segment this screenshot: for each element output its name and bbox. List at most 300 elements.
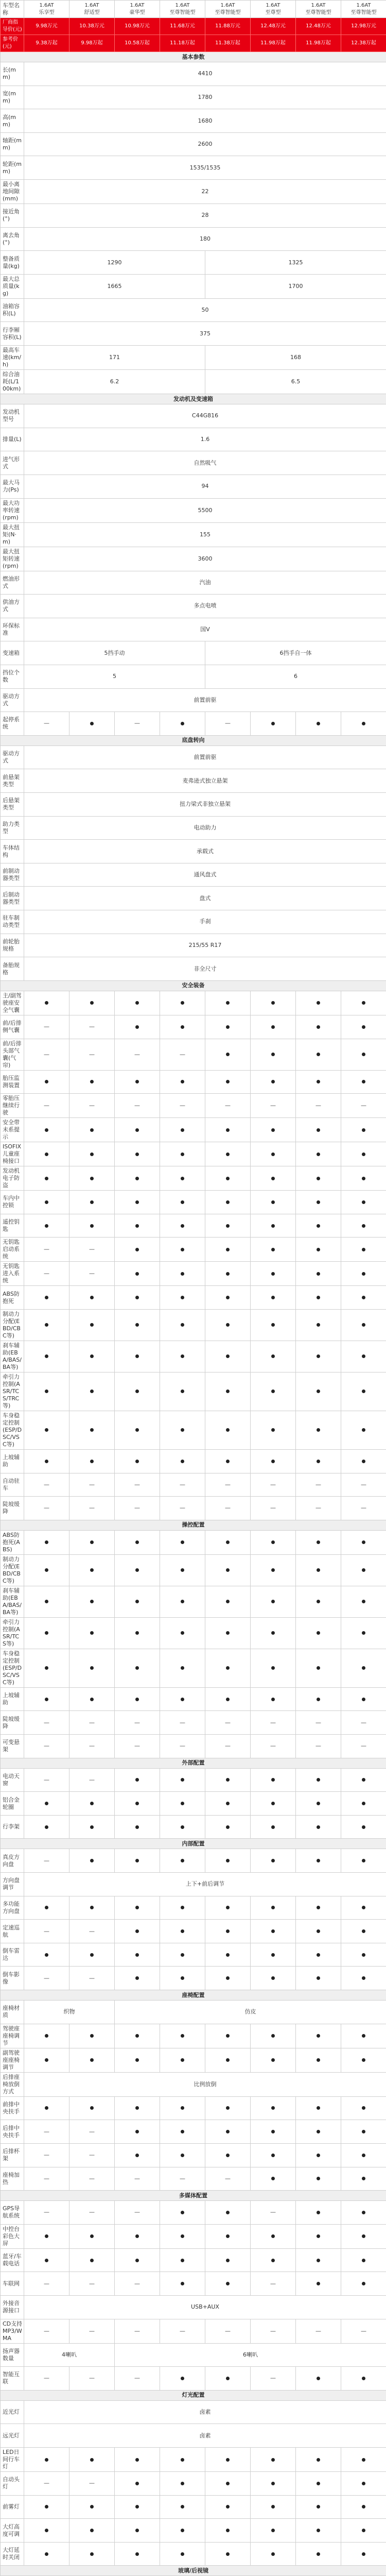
standard-dot-icon bbox=[135, 1666, 139, 1670]
spec-value bbox=[69, 1687, 115, 1711]
spec-value bbox=[341, 2542, 386, 2566]
spec-label: 最小离地间隙(mm) bbox=[1, 180, 24, 204]
standard-dot-icon bbox=[362, 2234, 365, 2238]
spec-row bbox=[1, 2001, 386, 2024]
not-available-value: — bbox=[205, 1094, 251, 1118]
standard-dot-icon bbox=[181, 2211, 184, 2214]
spec-label: 陡坡缓降 bbox=[1, 1497, 24, 1520]
spec-value: 1325 bbox=[205, 251, 386, 275]
standard-dot-icon bbox=[317, 1389, 320, 1393]
not-available-value: — bbox=[69, 1920, 115, 1943]
spec-value bbox=[251, 1687, 296, 1711]
standard-dot-icon bbox=[181, 2482, 184, 2485]
standard-dot-icon bbox=[45, 1698, 48, 1701]
not-available-value: — bbox=[251, 2201, 296, 2225]
standard-dot-icon bbox=[317, 2482, 320, 2485]
not-available-value: — bbox=[341, 1734, 386, 1758]
standard-dot-icon bbox=[45, 1200, 48, 1204]
spec-row bbox=[1, 957, 386, 981]
not-available-value: — bbox=[160, 1039, 205, 1070]
standard-dot-icon bbox=[226, 2458, 230, 2462]
spec-value bbox=[69, 1341, 115, 1372]
spec-value bbox=[296, 2096, 341, 2120]
not-available-value: — bbox=[251, 2272, 296, 2296]
standard-dot-icon bbox=[45, 1428, 48, 1432]
standard-dot-icon bbox=[135, 2130, 139, 2133]
standard-dot-icon bbox=[317, 1200, 320, 1204]
standard-dot-icon bbox=[271, 1859, 275, 1862]
standard-dot-icon bbox=[226, 2529, 230, 2532]
spec-value: 1665 bbox=[24, 274, 205, 298]
standard-dot-icon bbox=[362, 2529, 365, 2532]
spec-label: 车联网 bbox=[1, 2272, 24, 2296]
spec-row bbox=[1, 1309, 386, 1341]
spec-label: 副驾驶座座椅调节 bbox=[1, 2048, 24, 2072]
spec-label: 助力类型 bbox=[1, 816, 24, 840]
spec-value bbox=[296, 1286, 341, 1310]
spec-value bbox=[251, 2224, 296, 2248]
standard-dot-icon bbox=[226, 2234, 230, 2238]
spec-row bbox=[1, 2495, 386, 2519]
spec-value bbox=[296, 1792, 341, 1816]
spec-value bbox=[69, 1142, 115, 1166]
standard-dot-icon bbox=[317, 1272, 320, 1276]
spec-value bbox=[251, 2248, 296, 2272]
standard-dot-icon bbox=[226, 1698, 230, 1701]
model-displacement: 1.6AT bbox=[130, 2, 145, 8]
spec-value bbox=[115, 2024, 160, 2048]
price-value: 12.48万元 bbox=[251, 18, 296, 35]
standard-dot-icon bbox=[317, 1224, 320, 1228]
spec-label: 前制动器类型 bbox=[1, 863, 24, 887]
spec-value bbox=[24, 1586, 69, 1617]
not-available-value: — bbox=[69, 1497, 115, 1520]
spec-value bbox=[296, 2542, 341, 2566]
spec-value: 3600 bbox=[24, 547, 386, 571]
standard-dot-icon bbox=[271, 1698, 275, 1701]
spec-value bbox=[296, 1118, 341, 1142]
price-value: 12.98万元 bbox=[341, 18, 386, 35]
standard-dot-icon bbox=[90, 1825, 94, 1829]
spec-value bbox=[251, 1967, 296, 1990]
standard-dot-icon bbox=[135, 2034, 139, 2038]
spec-value bbox=[24, 2224, 69, 2248]
standard-dot-icon bbox=[362, 1354, 365, 1358]
standard-dot-icon bbox=[362, 1631, 365, 1635]
header-label-cell: 车型名称 bbox=[1, 1, 24, 18]
standard-dot-icon bbox=[362, 1460, 365, 1463]
spec-value bbox=[160, 2201, 205, 2225]
spec-value bbox=[160, 1586, 205, 1617]
spec-value bbox=[24, 2542, 69, 2566]
model-displacement: 1.6AT bbox=[39, 2, 54, 8]
spec-value bbox=[296, 1896, 341, 1920]
standard-dot-icon bbox=[45, 1906, 48, 1909]
spec-value bbox=[341, 2519, 386, 2543]
spec-row bbox=[1, 1015, 386, 1039]
spec-value: 6.5 bbox=[205, 370, 386, 394]
spec-label: 综合油耗(L/100km) bbox=[1, 370, 24, 394]
standard-dot-icon bbox=[271, 1929, 275, 1933]
not-available-value: — bbox=[24, 1711, 69, 1735]
spec-row bbox=[1, 2343, 386, 2367]
spec-label: 进气形式 bbox=[1, 451, 24, 475]
standard-dot-icon bbox=[317, 1540, 320, 1544]
standard-dot-icon bbox=[317, 1460, 320, 1463]
spec-value: 6.2 bbox=[24, 370, 205, 394]
spec-value bbox=[69, 1070, 115, 1094]
spec-row bbox=[1, 934, 386, 957]
spec-value bbox=[115, 2519, 160, 2543]
standard-dot-icon bbox=[181, 2259, 184, 2262]
not-available-value: — bbox=[251, 1734, 296, 1758]
spec-row bbox=[1, 2424, 386, 2448]
spec-value bbox=[205, 2096, 251, 2120]
spec-value: 织物 bbox=[24, 2001, 115, 2024]
spec-value bbox=[296, 1815, 341, 1839]
standard-dot-icon bbox=[317, 1053, 320, 1056]
spec-label: 胎压监测装置 bbox=[1, 1070, 24, 1094]
section-header-row bbox=[1, 2191, 386, 2201]
standard-dot-icon bbox=[181, 2505, 184, 2509]
not-available-value: — bbox=[69, 1967, 115, 1990]
standard-dot-icon bbox=[135, 1859, 139, 1862]
section-header-row bbox=[1, 735, 386, 745]
spec-value bbox=[341, 1286, 386, 1310]
standard-dot-icon bbox=[135, 1080, 139, 1083]
spec-value bbox=[341, 2096, 386, 2120]
standard-dot-icon bbox=[226, 1248, 230, 1251]
spec-value bbox=[160, 1262, 205, 1286]
not-available-value: — bbox=[296, 1734, 341, 1758]
spec-value bbox=[341, 2143, 386, 2167]
spec-value bbox=[69, 2096, 115, 2120]
spec-value bbox=[296, 2367, 341, 2391]
spec-value bbox=[24, 1411, 69, 1449]
standard-dot-icon bbox=[135, 1001, 139, 1005]
not-available-value: — bbox=[69, 1238, 115, 1262]
spec-row bbox=[1, 910, 386, 934]
spec-value: 6挡手自一体 bbox=[205, 641, 386, 665]
standard-dot-icon bbox=[181, 722, 184, 725]
standard-dot-icon bbox=[45, 1568, 48, 1572]
standard-dot-icon bbox=[362, 2211, 365, 2214]
standard-dot-icon bbox=[135, 1802, 139, 1805]
spec-label: 前悬架类型 bbox=[1, 769, 24, 793]
spec-value bbox=[24, 2048, 69, 2072]
spec-value bbox=[160, 2542, 205, 2566]
standard-dot-icon bbox=[135, 1272, 139, 1276]
standard-dot-icon bbox=[271, 1540, 275, 1544]
standard-dot-icon bbox=[362, 1080, 365, 1083]
spec-row bbox=[1, 2319, 386, 2343]
spec-value: 非全尺寸 bbox=[24, 957, 386, 981]
standard-dot-icon bbox=[226, 1825, 230, 1829]
spec-value bbox=[205, 1191, 251, 1214]
section-title: 多媒体配置 bbox=[1, 2191, 386, 2201]
price-value: 10.98万元 bbox=[115, 18, 160, 35]
model-displacement: 1.6AT bbox=[175, 2, 190, 8]
standard-dot-icon bbox=[271, 1976, 275, 1980]
standard-dot-icon bbox=[135, 1698, 139, 1701]
standard-dot-icon bbox=[271, 1600, 275, 1603]
spec-value bbox=[341, 2120, 386, 2144]
spec-value bbox=[341, 1967, 386, 1990]
spec-value bbox=[160, 2495, 205, 2519]
spec-label: 后排座椅放倒方式 bbox=[1, 2072, 24, 2096]
spec-row bbox=[1, 1873, 386, 1896]
spec-value bbox=[341, 1309, 386, 1341]
not-available-value: — bbox=[341, 1497, 386, 1520]
spec-value bbox=[160, 1920, 205, 1943]
spec-value bbox=[341, 2272, 386, 2296]
spec-label: 行李架 bbox=[1, 1815, 24, 1839]
standard-dot-icon bbox=[181, 2154, 184, 2157]
spec-label: CD支持MP3/WMA bbox=[1, 2319, 24, 2343]
section-header-row bbox=[1, 980, 386, 991]
not-available-value: — bbox=[69, 2367, 115, 2391]
standard-dot-icon bbox=[45, 1224, 48, 1228]
standard-dot-icon bbox=[181, 1568, 184, 1572]
not-available-value: — bbox=[69, 1711, 115, 1735]
standard-dot-icon bbox=[45, 2234, 48, 2238]
spec-value bbox=[341, 1449, 386, 1473]
spec-label: 驱动方式 bbox=[1, 688, 24, 712]
spec-row bbox=[1, 1687, 386, 1711]
standard-dot-icon bbox=[181, 1540, 184, 1544]
standard-dot-icon bbox=[362, 2552, 365, 2556]
standard-dot-icon bbox=[317, 2458, 320, 2462]
spec-value: 2600 bbox=[24, 132, 386, 156]
spec-value: 375 bbox=[24, 322, 386, 346]
standard-dot-icon bbox=[362, 1323, 365, 1327]
spec-label: 零胎压继续行驶 bbox=[1, 1094, 24, 1118]
spec-row bbox=[1, 1497, 386, 1520]
not-available-value: — bbox=[115, 1711, 160, 1735]
spec-value bbox=[296, 1214, 341, 1238]
standard-dot-icon bbox=[90, 1389, 94, 1393]
standard-dot-icon bbox=[45, 2058, 48, 2062]
spec-value bbox=[205, 1967, 251, 1990]
spec-value bbox=[205, 1649, 251, 1687]
not-available-value: — bbox=[69, 2120, 115, 2144]
spec-value bbox=[341, 1191, 386, 1214]
spec-row bbox=[1, 274, 386, 298]
not-available-value: — bbox=[115, 1734, 160, 1758]
standard-dot-icon bbox=[226, 2552, 230, 2556]
standard-dot-icon bbox=[181, 2377, 184, 2380]
not-available-value: — bbox=[296, 2319, 341, 2343]
price-value: 11.68万元 bbox=[160, 18, 205, 35]
not-available-value: — bbox=[205, 712, 251, 736]
spec-value: 22 bbox=[24, 180, 386, 204]
spec-value bbox=[24, 1118, 69, 1142]
not-available-value: — bbox=[160, 1711, 205, 1735]
spec-label: 电动天窗 bbox=[1, 1768, 24, 1792]
spec-value bbox=[69, 1943, 115, 1967]
standard-dot-icon bbox=[271, 1296, 275, 1299]
not-available-value: — bbox=[341, 1711, 386, 1735]
spec-value bbox=[160, 1372, 205, 1411]
standard-dot-icon bbox=[271, 1200, 275, 1204]
standard-dot-icon bbox=[226, 1296, 230, 1299]
not-available-value: — bbox=[160, 1094, 205, 1118]
spec-value bbox=[160, 2048, 205, 2072]
spec-value bbox=[296, 1920, 341, 1943]
not-available-value: — bbox=[24, 2167, 69, 2191]
spec-value bbox=[205, 2519, 251, 2543]
spec-value bbox=[296, 2224, 341, 2248]
spec-row bbox=[1, 227, 386, 251]
spec-value: 1535/1535 bbox=[24, 156, 386, 180]
spec-row bbox=[1, 1617, 386, 1649]
spec-value bbox=[296, 1238, 341, 1262]
spec-label: 最大总质量(kg) bbox=[1, 274, 24, 298]
not-available-value: — bbox=[24, 1849, 69, 1873]
spec-value bbox=[115, 1015, 160, 1039]
spec-value bbox=[115, 2224, 160, 2248]
spec-label: 环保标准 bbox=[1, 618, 24, 641]
spec-value bbox=[160, 2120, 205, 2144]
spec-value bbox=[205, 2367, 251, 2391]
spec-value: 155 bbox=[24, 522, 386, 547]
spec-value bbox=[24, 1530, 69, 1554]
standard-dot-icon bbox=[226, 1153, 230, 1156]
spec-label: ABS防抱死(ABS) bbox=[1, 1530, 24, 1554]
spec-label: 铝合金轮圈 bbox=[1, 1792, 24, 1816]
standard-dot-icon bbox=[181, 1248, 184, 1251]
spec-value bbox=[251, 1411, 296, 1449]
spec-row bbox=[1, 156, 386, 180]
standard-dot-icon bbox=[226, 1428, 230, 1432]
spec-value: 汽油 bbox=[24, 571, 386, 595]
standard-dot-icon bbox=[45, 2034, 48, 2038]
standard-dot-icon bbox=[271, 1778, 275, 1782]
spec-value bbox=[205, 1166, 251, 1191]
standard-dot-icon bbox=[181, 2130, 184, 2133]
spec-value bbox=[341, 1896, 386, 1920]
spec-label: 接近角(°) bbox=[1, 204, 24, 228]
spec-value bbox=[115, 1896, 160, 1920]
spec-row bbox=[1, 1214, 386, 1238]
not-available-value: — bbox=[69, 1734, 115, 1758]
not-available-value: — bbox=[24, 1920, 69, 1943]
standard-dot-icon bbox=[362, 1153, 365, 1156]
standard-dot-icon bbox=[90, 2458, 94, 2462]
spec-row bbox=[1, 641, 386, 665]
spec-value bbox=[115, 1118, 160, 1142]
spec-value bbox=[296, 1191, 341, 1214]
spec-value bbox=[341, 1649, 386, 1687]
spec-value bbox=[115, 2248, 160, 2272]
spec-value bbox=[160, 1449, 205, 1473]
spec-row bbox=[1, 887, 386, 910]
spec-value bbox=[251, 1372, 296, 1411]
spec-value bbox=[205, 1286, 251, 1310]
spec-value bbox=[296, 1309, 341, 1341]
model-displacement: 1.6AT bbox=[220, 2, 235, 8]
spec-value bbox=[205, 1768, 251, 1792]
spec-row bbox=[1, 2248, 386, 2272]
standard-dot-icon bbox=[317, 2058, 320, 2062]
standard-dot-icon bbox=[317, 1600, 320, 1603]
standard-dot-icon bbox=[226, 2058, 230, 2062]
standard-dot-icon bbox=[181, 1929, 184, 1933]
spec-value bbox=[205, 2272, 251, 2296]
spec-label: 后排杯架 bbox=[1, 2143, 24, 2167]
spec-value: 扭力梁式非独立悬架 bbox=[24, 793, 386, 817]
spec-value bbox=[251, 1262, 296, 1286]
standard-dot-icon bbox=[362, 2130, 365, 2133]
not-available-value: — bbox=[205, 2167, 251, 2191]
not-available-value: — bbox=[69, 2143, 115, 2167]
standard-dot-icon bbox=[226, 1802, 230, 1805]
spec-row bbox=[1, 2096, 386, 2120]
standard-dot-icon bbox=[226, 2282, 230, 2285]
spec-value bbox=[115, 2048, 160, 2072]
not-available-value: — bbox=[69, 2272, 115, 2296]
spec-value: 前置前驱 bbox=[24, 745, 386, 769]
standard-dot-icon bbox=[135, 1540, 139, 1544]
spec-value: 1.6 bbox=[24, 428, 386, 451]
spec-value: 卤素 bbox=[24, 2400, 386, 2424]
standard-dot-icon bbox=[226, 1778, 230, 1782]
not-available-value: — bbox=[24, 1734, 69, 1758]
spec-value bbox=[160, 1191, 205, 1214]
spec-label: LED日间行车灯 bbox=[1, 2448, 24, 2472]
standard-dot-icon bbox=[90, 1224, 94, 1228]
spec-value bbox=[115, 1920, 160, 1943]
spec-value bbox=[160, 2143, 205, 2167]
standard-dot-icon bbox=[90, 1153, 94, 1156]
spec-value bbox=[251, 1554, 296, 1586]
spec-value bbox=[205, 1530, 251, 1554]
not-available-value: — bbox=[24, 1039, 69, 1070]
spec-value bbox=[115, 1849, 160, 1873]
standard-dot-icon bbox=[317, 1631, 320, 1635]
standard-dot-icon bbox=[362, 2482, 365, 2485]
spec-value: 5500 bbox=[24, 498, 386, 522]
spec-value: 盘式 bbox=[24, 887, 386, 910]
standard-dot-icon bbox=[45, 1389, 48, 1393]
standard-dot-icon bbox=[181, 2282, 184, 2285]
spec-label: 长(mm) bbox=[1, 62, 24, 86]
spec-row bbox=[1, 1967, 386, 1990]
spec-value bbox=[160, 1286, 205, 1310]
standard-dot-icon bbox=[135, 1568, 139, 1572]
spec-value bbox=[24, 991, 69, 1015]
standard-dot-icon bbox=[135, 1825, 139, 1829]
spec-label: 发动机型号 bbox=[1, 404, 24, 428]
standard-dot-icon bbox=[135, 2259, 139, 2262]
standard-dot-icon bbox=[45, 2505, 48, 2509]
spec-value bbox=[69, 991, 115, 1015]
standard-dot-icon bbox=[135, 1906, 139, 1909]
spec-label: 后制动器类型 bbox=[1, 887, 24, 910]
spec-value bbox=[69, 1372, 115, 1411]
standard-dot-icon bbox=[226, 1001, 230, 1005]
standard-dot-icon bbox=[90, 1698, 94, 1701]
model-header-cell bbox=[251, 1, 296, 18]
not-available-value: — bbox=[24, 1238, 69, 1262]
spec-value bbox=[160, 2224, 205, 2248]
spec-label: 宽(mm) bbox=[1, 86, 24, 109]
spec-value bbox=[205, 1039, 251, 1070]
spec-value bbox=[296, 1262, 341, 1286]
spec-row bbox=[1, 816, 386, 840]
standard-dot-icon bbox=[181, 2529, 184, 2532]
spec-value bbox=[251, 1943, 296, 1967]
